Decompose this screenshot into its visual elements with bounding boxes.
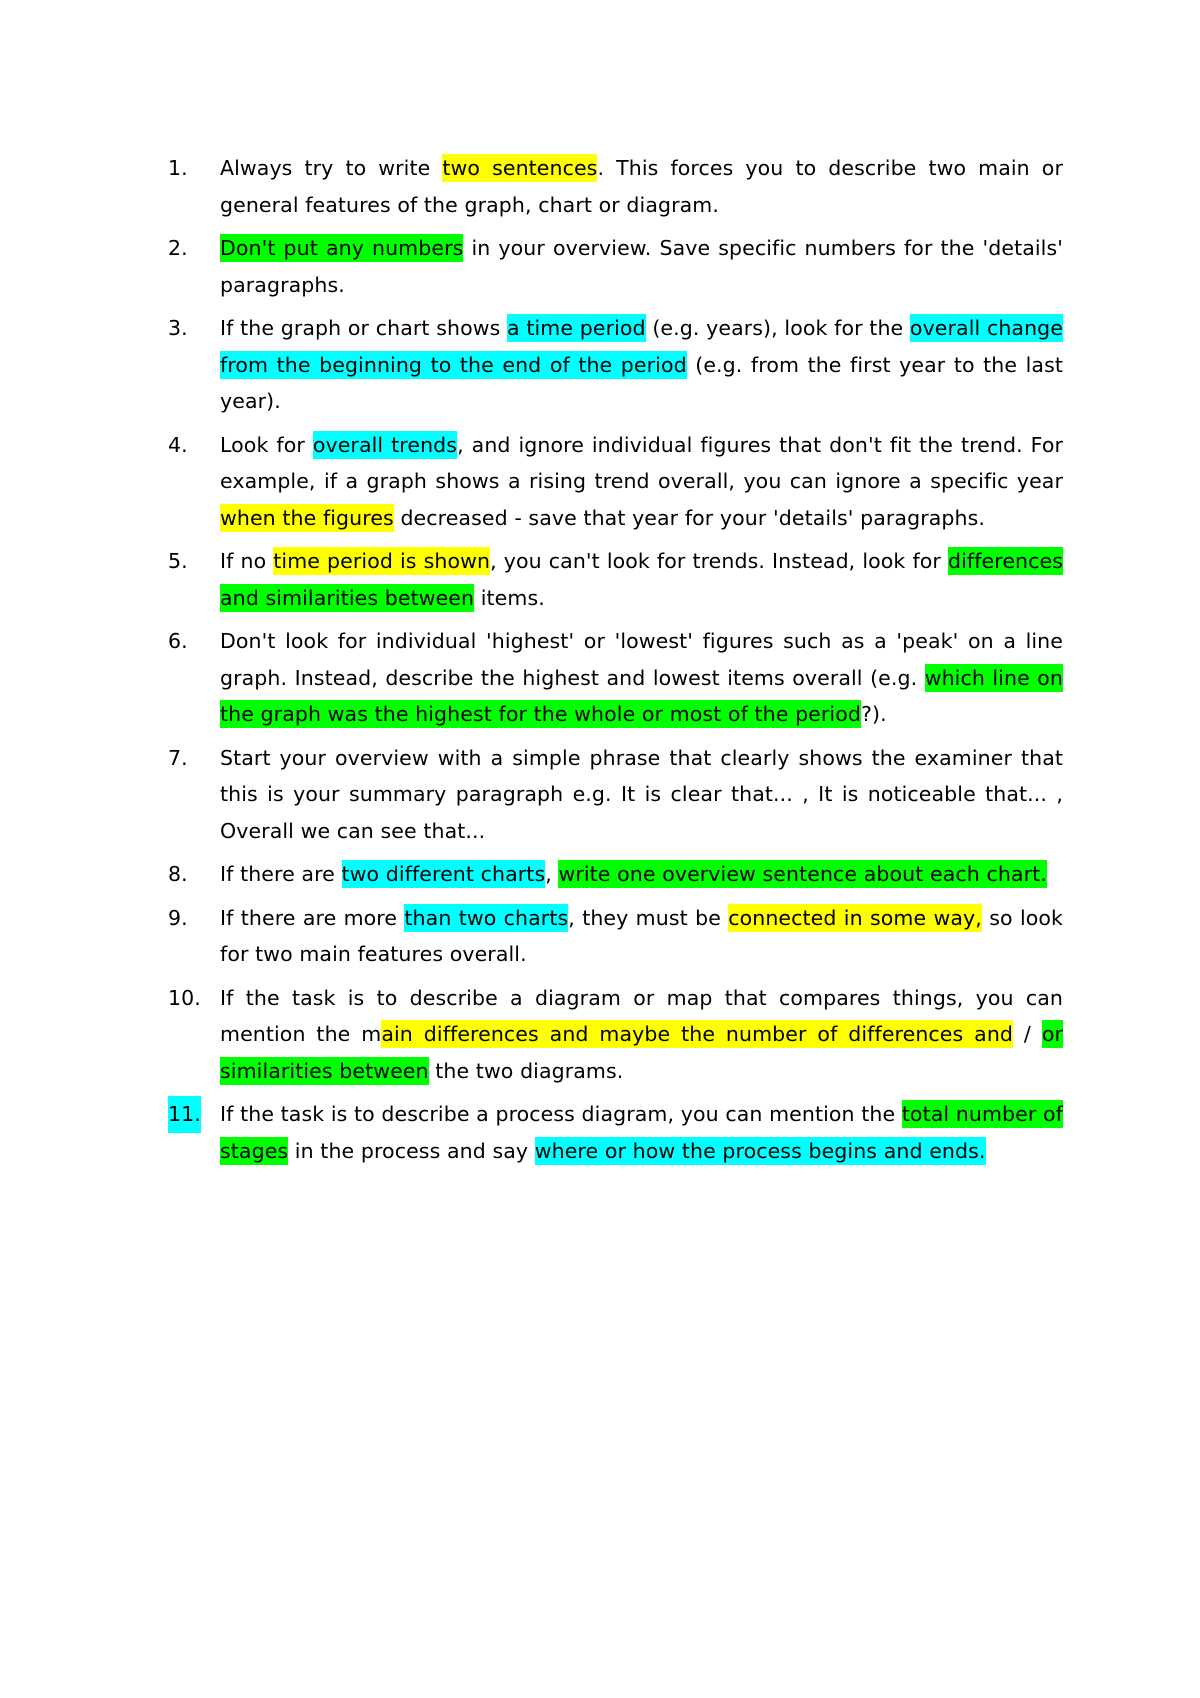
list-item (168, 740, 1063, 850)
list-item-number: 2. (168, 236, 188, 260)
text-run: Look for (220, 432, 313, 457)
list-item-text (220, 234, 1063, 297)
list-item-number: 6. (168, 629, 188, 653)
list-item-number: 10. (168, 985, 201, 1010)
highlighted-phrase-cyan: than two charts (404, 905, 569, 930)
highlighted-phrase-yellow: when the figures (220, 505, 394, 530)
text-run: / (1013, 1022, 1042, 1046)
text-run: , you can't look for trends. Instead, look for (490, 549, 948, 573)
text-run: Don't look for individual 'highest' or 'lowest' figures such as a 'peak' on a line graph. Instead, describe the highest and lowest items overall (e.g. (220, 629, 1063, 690)
list-item (168, 900, 1063, 973)
highlighted-phrase-green: which line on the graph was the highest for the whole or most of the period (220, 665, 1063, 726)
text-run: If the task is to describe a process diagram, you can mention the (220, 1102, 902, 1126)
highlighted-phrase-cyan: where or how the process begins and ends. (534, 1138, 986, 1163)
text-run: If no (220, 549, 274, 573)
list-item-text (220, 746, 1063, 843)
text-run: , (545, 862, 559, 886)
list-item-text (220, 986, 1063, 1085)
list-item-number: 11. (168, 1096, 201, 1133)
text-run: , they must be (568, 905, 729, 930)
highlighted-phrase-yellow: ain differences and maybe the number of differences and (381, 1022, 1014, 1046)
list-item-number: 1. (168, 156, 188, 180)
list-item-number: 5. (168, 549, 188, 573)
text-run: (e.g. from the first year to the last year). (220, 352, 1063, 413)
text-run: If there are (220, 862, 342, 886)
highlighted-phrase-yellow: time period is shown (273, 549, 491, 573)
list-item-text (220, 904, 1063, 967)
list-item-text (220, 860, 1047, 888)
list-item-text (220, 629, 1063, 728)
highlighted-phrase-cyan: overall trends (312, 432, 458, 457)
list-item (168, 1096, 1063, 1169)
list-item-text (220, 314, 1063, 413)
list-item-number: 3. (168, 316, 188, 340)
text-run: If there are more (220, 905, 405, 930)
text-run: Start your overview with a simple phrase that clearly shows the examiner that this is your summary paragraph e.g. It is clear that... , It is noticeable that... , Overall we can see that... (220, 745, 1063, 843)
text-run: so look for two main features overall. (220, 905, 1064, 966)
text-run: the two diagrams. (428, 1058, 624, 1083)
text-run: items. (474, 585, 545, 610)
list-item-number: 9. (168, 905, 188, 930)
list-item (168, 856, 1063, 893)
highlighted-phrase-cyan: overall change from the beginning to the end of the period (220, 316, 1063, 377)
highlighted-phrase-cyan: two different charts (341, 862, 546, 886)
list-item (168, 310, 1063, 420)
text-run: (e.g. years), look for the (645, 316, 910, 340)
list-item (168, 150, 1063, 223)
list-item-text (220, 1100, 1063, 1165)
overview-tips-list (168, 150, 1063, 1176)
list-item (168, 623, 1063, 733)
text-run: . This forces you to describe two main or general features of the graph, chart or diagram. (220, 156, 1063, 217)
highlighted-phrase-yellow: two sentences (442, 156, 598, 180)
list-item (168, 543, 1063, 616)
text-run: in your overview. Save specific numbers for the 'details' paragraphs. (220, 236, 1063, 297)
list-item (168, 427, 1063, 537)
text-run: If the task is to describe a diagram or map that compares things, you can mention the m (220, 985, 1063, 1046)
list-item-number: 7. (168, 745, 188, 770)
list-item (168, 230, 1063, 303)
text-run: ?). (860, 702, 887, 726)
list-item-number: 8. (168, 862, 188, 886)
highlighted-phrase-green: Don't put any numbers (220, 236, 464, 260)
list-item-number: 4. (168, 432, 188, 457)
text-run: If the graph or chart shows (220, 316, 508, 340)
highlighted-phrase-green: differences and similarities between (220, 549, 1063, 610)
highlighted-phrase-green: write one overview sentence about each chart. (558, 862, 1047, 886)
text-run: decreased - save that year for your 'details' paragraphs. (393, 505, 985, 530)
highlighted-phrase-green: or similarities between (220, 1022, 1063, 1083)
list-item-text (220, 154, 1063, 217)
text-run: Always try to write (220, 156, 443, 180)
text-run: , and ignore individual figures that don't fit the trend. For example, if a graph shows a rising trend overall, you can ignore a specific year (220, 432, 1063, 493)
highlighted-phrase-green: total number of stages (220, 1102, 1063, 1163)
list-item-text (220, 547, 1063, 612)
text-run: in the process and say (288, 1138, 535, 1163)
list-item (168, 980, 1063, 1090)
highlighted-phrase-cyan: a time period (507, 316, 646, 340)
highlighted-phrase-yellow: connected in some way, (728, 905, 982, 930)
list-item-text (220, 431, 1063, 532)
